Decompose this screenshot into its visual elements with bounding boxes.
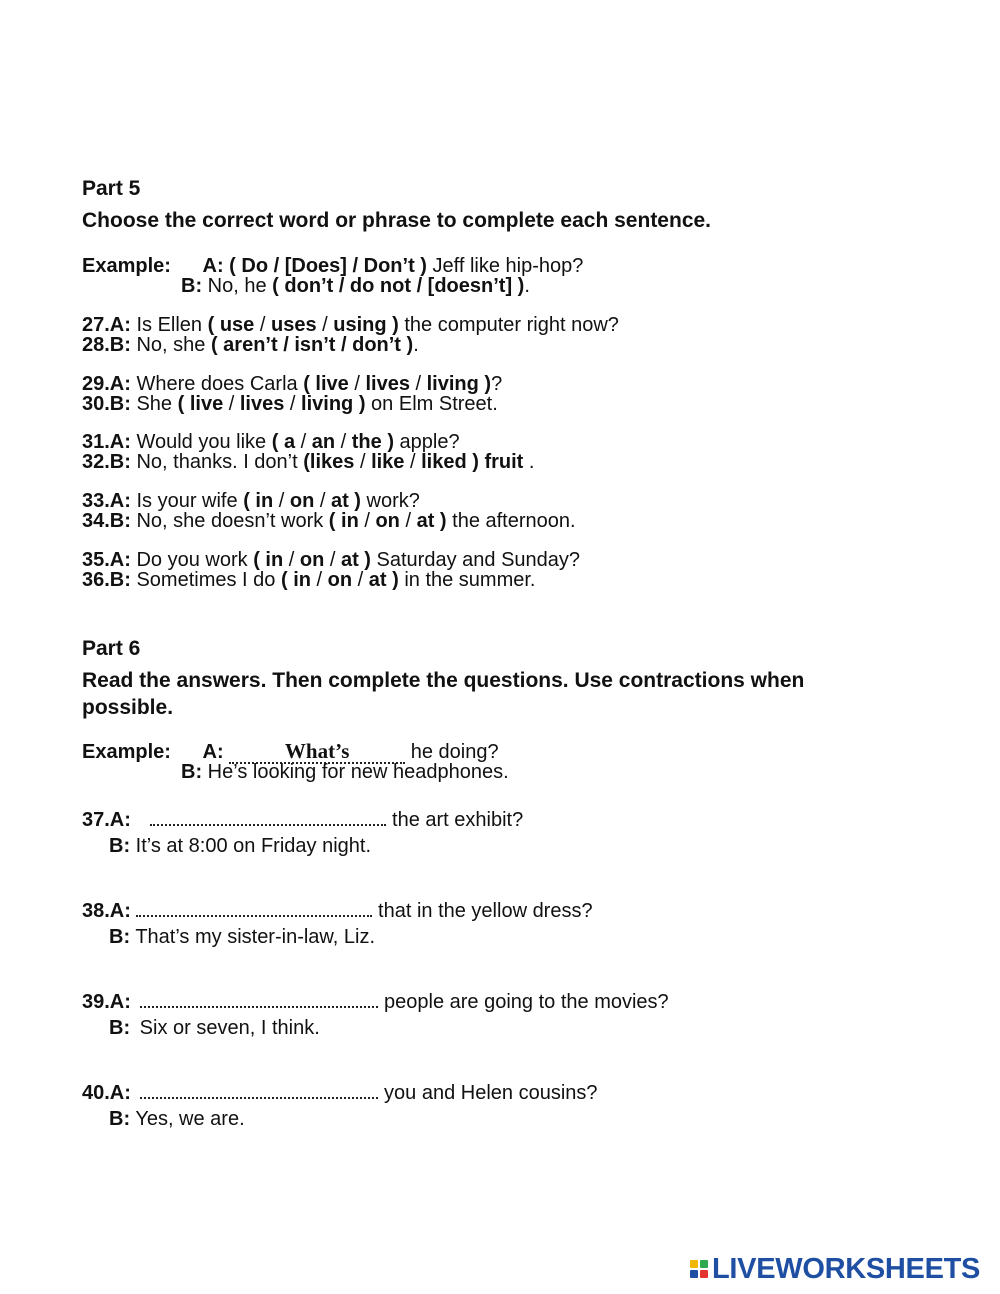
- option[interactable]: at ): [340, 549, 371, 571]
- logo-text: LIVEWORKSHEETS: [712, 1252, 981, 1285]
- part6-title: Part 6: [82, 637, 141, 660]
- option[interactable]: lives: [239, 393, 285, 415]
- question-37: 37.A: the art exhibit?: [82, 806, 523, 830]
- answer-38: B: That’s my sister-in-law, Liz.: [109, 926, 375, 948]
- option[interactable]: using ): [333, 314, 399, 336]
- option[interactable]: at ): [330, 490, 361, 512]
- option[interactable]: living ): [426, 373, 492, 395]
- option[interactable]: uses: [270, 314, 317, 336]
- part5-instruction: Choose the correct word or phrase to complete each sentence.: [82, 209, 712, 232]
- option[interactable]: ( in: [243, 490, 274, 512]
- option[interactable]: on: [327, 569, 353, 591]
- example-label: Example:: [82, 255, 171, 277]
- option[interactable]: lives: [365, 373, 410, 395]
- option[interactable]: on: [299, 549, 325, 571]
- part6-example-a: Example: A: What’s he doing?: [82, 739, 499, 763]
- part6-instruction-line1: Read the answers. Then complete the questions. Use contractions when: [82, 669, 805, 692]
- question-40: 40.A: you and Helen cousins?: [82, 1079, 598, 1103]
- example-selected-option: [Does]: [284, 255, 347, 277]
- option[interactable]: ( a: [271, 431, 296, 453]
- answer-39: B: Six or seven, I think.: [109, 1017, 320, 1039]
- question-29: 29.A: Where does Carla ( live / lives / living )?: [82, 373, 503, 395]
- option[interactable]: an: [311, 431, 336, 453]
- part6-instruction-line2: possible.: [82, 696, 174, 719]
- option[interactable]: ( live: [177, 393, 224, 415]
- answer-blank-40[interactable]: [140, 1079, 378, 1099]
- option[interactable]: ( in: [280, 569, 311, 591]
- answer-40: B: Yes, we are.: [109, 1108, 245, 1130]
- option[interactable]: ( in: [253, 549, 284, 571]
- example-b-label: B:: [181, 275, 203, 297]
- option[interactable]: liked ) fruit: [421, 451, 524, 473]
- part5-title: Part 5: [82, 177, 141, 200]
- question-27: 27.A: Is Ellen ( use / uses / using ) the computer right now?: [82, 314, 619, 336]
- question-34: 34.B: No, she doesn’t work ( in / on / at ) the afternoon.: [82, 510, 576, 532]
- question-36: 36.B: Sometimes I do ( in / on / at ) in the summer.: [82, 569, 536, 591]
- answer-blank-37[interactable]: [150, 806, 386, 826]
- answer-blank-39[interactable]: [140, 988, 378, 1008]
- option[interactable]: ( in: [328, 510, 359, 532]
- question-30: 30.B: She ( live / lives / living ) on Elm Street.: [82, 393, 498, 415]
- question-39: 39.A: people are going to the movies?: [82, 988, 669, 1012]
- question-28: 28.B: No, she ( aren’t / isn’t / don’t ).: [82, 334, 419, 356]
- question-32: 32.B: No, thanks. I don’t (likes / like / liked ) fruit .: [82, 451, 535, 473]
- example-answer: What’s: [284, 739, 350, 763]
- option-group[interactable]: ( aren’t / isn’t / don’t ): [210, 334, 414, 356]
- example-b-options: ( don’t / do not / [doesn’t] ): [272, 275, 525, 297]
- option[interactable]: on: [375, 510, 400, 532]
- part5-example-b: B: No, he ( don’t / do not / [doesn’t] ).: [181, 275, 530, 297]
- option[interactable]: on: [289, 490, 315, 512]
- option[interactable]: (likes: [303, 451, 355, 473]
- example-a-label: A:: [202, 255, 224, 277]
- logo-mark-icon: [690, 1260, 708, 1278]
- question-38: 38.A: that in the yellow dress?: [82, 897, 593, 921]
- liveworksheets-logo: [690, 1254, 980, 1284]
- option[interactable]: the ): [351, 431, 394, 453]
- option[interactable]: ( live: [303, 373, 349, 395]
- question-35: 35.A: Do you work ( in / on / at ) Saturday and Sunday?: [82, 549, 581, 571]
- part6-example-b: B: He’s looking for new headphones.: [181, 761, 509, 783]
- option[interactable]: like: [371, 451, 405, 473]
- part5-example-a: Example: A: ( Do / [Does] / Don’t ) Jeff like hip-hop?: [82, 255, 584, 277]
- answer-blank-38[interactable]: [136, 897, 372, 917]
- question-33: 33.A: Is your wife ( in / on / at ) work?: [82, 490, 420, 512]
- answer-37: B: It’s at 8:00 on Friday night.: [109, 835, 371, 857]
- question-31: 31.A: Would you like ( a / an / the ) apple?: [82, 431, 460, 453]
- option[interactable]: ( use: [207, 314, 255, 336]
- option[interactable]: at ): [416, 510, 447, 532]
- option[interactable]: living ): [301, 393, 366, 415]
- option[interactable]: at ): [368, 569, 399, 591]
